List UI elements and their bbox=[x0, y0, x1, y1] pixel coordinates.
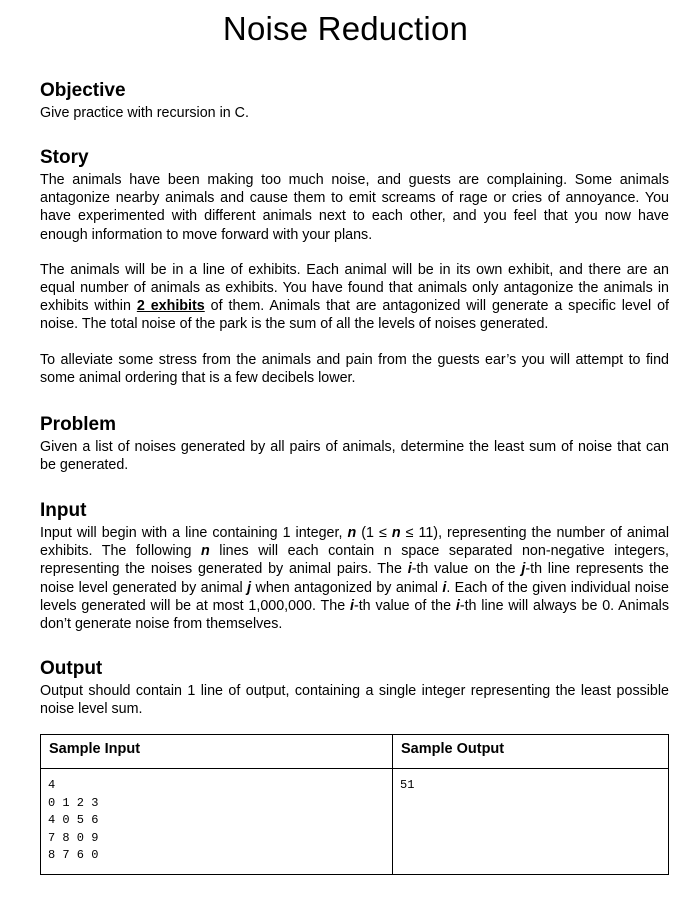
problem-text: Given a list of noises generated by all pairs of animals, determine the least sum of noise that can be generated. bbox=[40, 439, 669, 474]
story-paragraph-1: The animals have been making too much noise, and guests are complaining. Some animals antagonize nearby animals and cause them to emit screams of rage or cries of annoyance. You have experimented with different animals next to each other, and you feel that you now have enough information to move forward with your plans. bbox=[40, 172, 669, 243]
output-heading: Output bbox=[40, 658, 103, 679]
output-section bbox=[40, 658, 669, 718]
input-heading: Input bbox=[40, 500, 87, 521]
sample-input-header: Sample Input bbox=[41, 735, 393, 769]
page-title: Noise Reduction bbox=[222, 10, 469, 47]
output-text: Output should contain 1 line of output, containing a single integer representing the least possible noise level sum. bbox=[40, 683, 669, 718]
sample-output-cell: 51 bbox=[393, 769, 669, 875]
problem-heading: Problem bbox=[40, 414, 117, 435]
input-section bbox=[40, 500, 669, 633]
objective-text: Give practice with recursion in C. bbox=[40, 105, 249, 121]
sample-table bbox=[40, 734, 669, 875]
objective-section bbox=[40, 80, 669, 122]
objective-heading: Objective bbox=[40, 80, 126, 101]
exhibit-range-emphasis: 2 exhibits bbox=[136, 298, 205, 315]
story-paragraph-2: The animals will be in a line of exhibits. Each animal will be in its own exhibit, and there are an equal number of animals as exhibits. You have found that animals only antagonize the animals in exhibits within 2 exhibits of them. Animals that are antagonized will generate a specific level of noise. The total noise of the park is the sum of all the levels of noises generated. bbox=[40, 261, 669, 333]
story-heading: Story bbox=[40, 147, 89, 168]
story-section bbox=[40, 147, 669, 387]
sample-output-header: Sample Output bbox=[393, 735, 669, 769]
input-text: Input will begin with a line containing 1 integer, n (1 ≤ n ≤ 11), representing the number of animal exhibits. The following n lines will each contain n space separated non-negative integers, representing the noises generated by animal pairs. The i-th value on the j-th line represents the noise level generated by animal j when antagonized by animal i. Each of the given individual noise levels generated will be at most 1,000,000. The i-th value of the i-th line will always be 0. Animals don’t generate noise from themselves. bbox=[40, 525, 670, 633]
sample-input-cell: 4 0 1 2 3 4 0 5 6 7 8 0 9 8 7 6 0 bbox=[41, 769, 393, 875]
story-paragraph-3: To alleviate some stress from the animals and pain from the guests ear’s you will attempt to find some animal ordering that is a few decibels lower. bbox=[40, 351, 669, 386]
problem-section bbox=[40, 414, 669, 474]
